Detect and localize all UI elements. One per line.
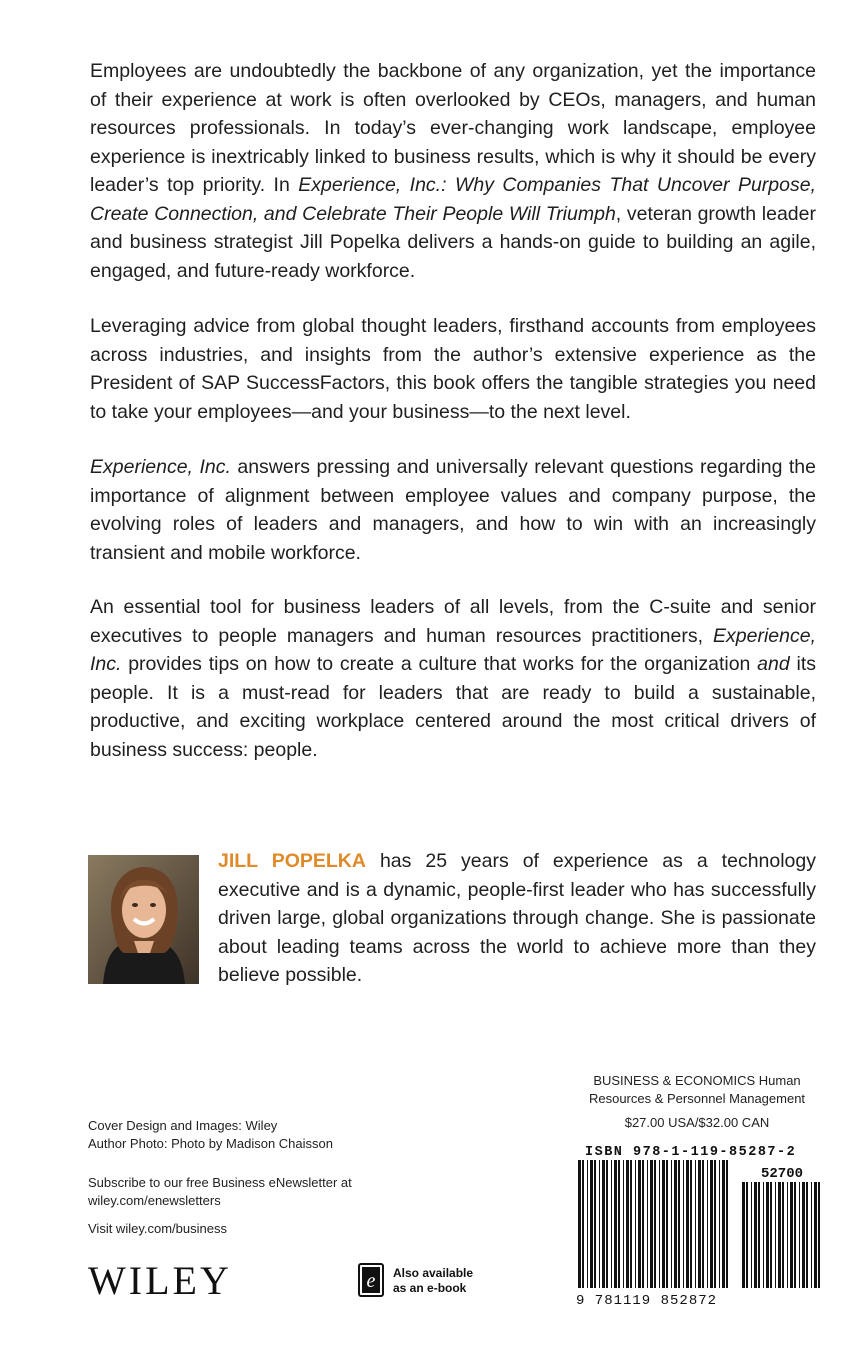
book-title: Experience, Inc. — [90, 456, 231, 478]
barcode — [570, 1160, 830, 1310]
isbn-text: ISBN 978-1-119-85287-2 — [585, 1145, 797, 1160]
author-name: JILL POPELKA — [218, 850, 366, 872]
description-paragraph-4: An essential tool for business leaders of all levels, from the C-suite and senior executives to people managers and human resources practitioners, Experience, Inc. provides tips on how to create a culture that works for the organization and its people. It is a must-read for leaders that are ready to build a sustainable, productive, and exciting workplace centered around the most critical drivers of business success: people. — [90, 596, 816, 761]
cover-credit: Cover Design and Images: Wiley — [88, 1118, 278, 1133]
category-label: BUSINESS & ECONOMICS Human Resources & Personnel Management — [588, 1073, 806, 1106]
description-paragraph-2: Leveraging advice from global thought leaders, firsthand accounts from employees across industries, and insights from the author’s extensive experience as the President of SAP SuccessFactors, this book offers the tangible strategies you need to take your employees—and your business—to the next level. — [90, 315, 816, 423]
photo-credit: Author Photo: Photo by Madison Chaisson — [88, 1136, 333, 1151]
book-title: Experience, Inc. — [90, 624, 816, 675]
book-title: Experience, Inc.: Why Companies That Uncover Purpose, Create Connection, and Celebrate Their People Will Triumph — [90, 174, 816, 225]
ebook-label: Also available as an e-book — [393, 1266, 474, 1295]
price-label: $27.00 USA/$32.00 CAN — [624, 1115, 770, 1130]
wiley-logo: WILEY — [88, 1258, 232, 1303]
author-bio: JILL POPELKA has 25 years of experience as a technology executive and is a dynamic, people-first leader who has successfully driven large, global organizations through change. She is passionate about leading teams across the world to achieve more than they believe possible. — [218, 850, 817, 986]
visit-link[interactable]: Visit wiley.com/business — [88, 1221, 227, 1236]
ebook-icon — [358, 1263, 384, 1297]
newsletter-link[interactable]: wiley.com/enewsletters — [88, 1193, 221, 1208]
newsletter-text: Subscribe to our free Business eNewsletter at — [88, 1175, 352, 1190]
addon-barcode-bars — [742, 1182, 820, 1288]
ean-barcode-bars — [578, 1160, 728, 1288]
description-paragraph-3: Experience, Inc. answers pressing and universally relevant questions regarding the importance of alignment between employee values and company purpose, the evolving roles of leaders and managers, and how to win with an increasingly transient and mobile workforce. — [90, 456, 816, 564]
svg-text:e: e — [366, 1270, 376, 1292]
description-paragraph-1: Employees are undoubtedly the backbone of any organization, yet the importance of their experience at work is often overlooked by CEOs, managers, and human resources professionals. In today’s ever-changing work landscape, employee experience is inextricably linked to business results, which is why it should be every leader’s top priority. In Experience, Inc.: Why Companies That Uncover Purpose, Create Connection, and Celebrate Their People Will Triumph, veteran growth leader and business strategist Jill Popelka delivers a hands-on guide to building an agile, engaged, and future-ready workforce. — [90, 60, 816, 282]
author-photo — [88, 855, 199, 984]
addon-number: 52700 — [760, 1166, 804, 1182]
ean-number: 9 781119 852872 — [576, 1293, 718, 1309]
